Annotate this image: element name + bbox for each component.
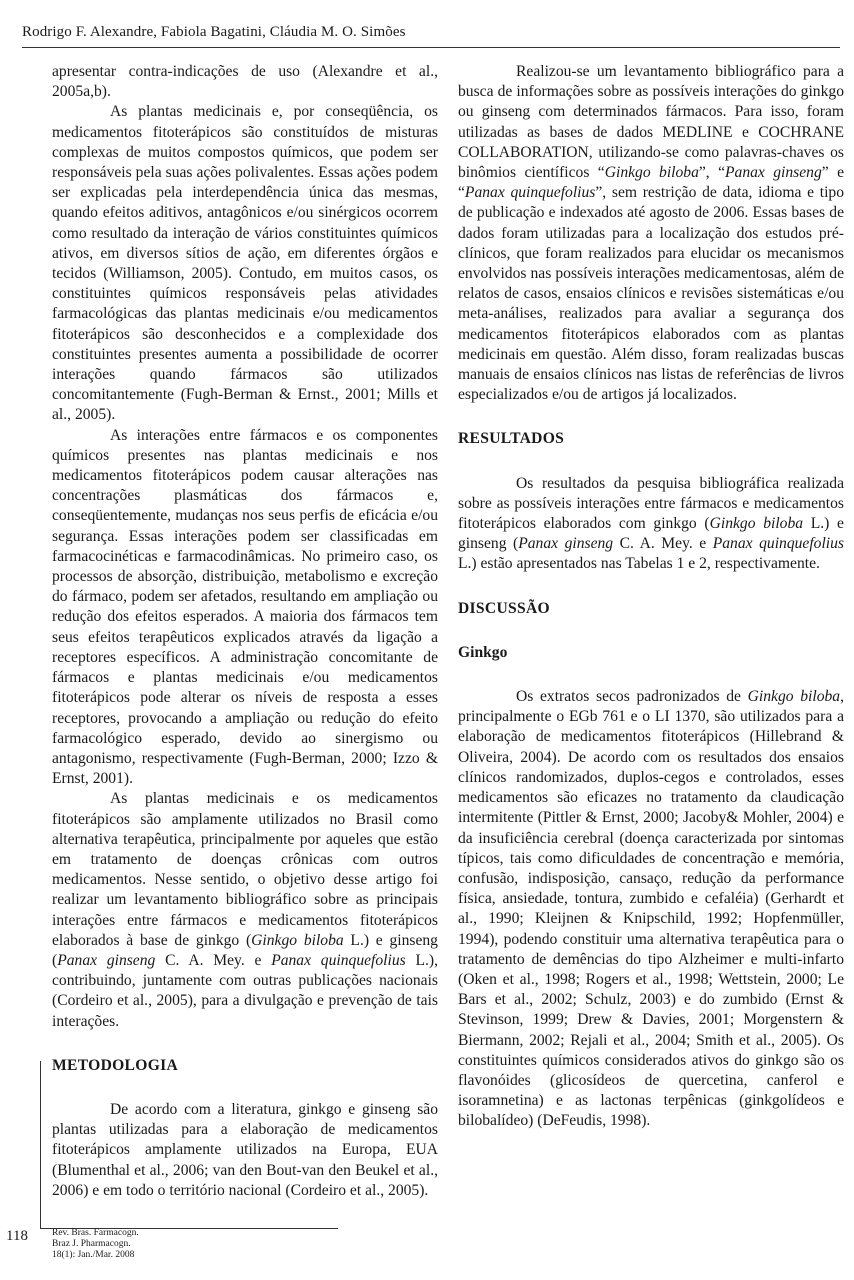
section-heading-discussao: DISCUSSÃO <box>458 599 550 617</box>
right-column <box>458 62 844 1132</box>
paragraph: De acordo com a literatura, ginkgo e ginseng são plantas utilizadas para a elaboração de medicamentos fitoterápicos amplamente utilizados na Europa, EUA (Blumenthal et al., 2006; van den Bout-van den Beukel et al., 2006) e em todo o território nacional (Cordeiro et al., 2005). <box>52 1100 438 1199</box>
journal-citation <box>52 1228 139 1260</box>
journal-line: 18(1): Jan./Mar. 2008 <box>52 1249 135 1260</box>
page-number: 118 <box>6 1228 28 1244</box>
running-header-authors: Rodrigo F. Alexandre, Fabiola Bagatini, Cláudia M. O. Simões <box>22 24 406 40</box>
paragraph: Realizou-se um levantamento bibliográfico para a busca de informações sobre as possíveis interações do ginkgo ou ginseng com determinados fármacos. Para isso, foram utilizadas as bases de dados MEDLINE e COCHRANE COLLABORATION, utilizando-se como palavras-chaves os binômios científicos “Ginkgo biloba”, “Panax ginseng” e “Panax quinquefolius”, sem restrição de data, idioma e tipo de publicação e indexados até agosto de 2006. Essas bases de dados foram utilizadas para a localização dos estudos pré-clínicos, que foram realizados para elucidar os mecanismos envolvidos nas possíveis interações medicamentosas, além de relatos de casos, ensaios clínicos e revisões sistemáticas e/ou meta-análises, realizados para avaliar a segurança dos medicamentos fitoterápicos elaborados com as plantas medicinais em questão. Além disso, foram realizadas buscas manuais de ensaios clínicos nas listas de referências de livros especializados e/ou de artigos já localizados. <box>458 63 845 404</box>
paragraph: As interações entre fármacos e os componentes químicos presentes nas plantas medicinais e nos medicamentos fitoterápicos podem causar alterações nas concentrações plasmáticas dos fármacos e, conseqüentemente, mudanças nos seus perfis de eficácia e/ou segurança. Essas interações podem ser classificadas em farmacocinéticas e farmacodinâmicas. No primeiro caso, os processos de absorção, distribuição, metabolismo e excreção do fármaco, podem ser afetados, resultando em ampliação ou redução dos efeitos esperados. A maioria dos fármacos tem seus efeitos terapêuticos explicados através da ligação a receptores específicos. A administração concomitante de fármacos e plantas medicinais e/ou medicamentos fitoterápicos pode alterar os níveis de resposta a esses receptores, provocando a ampliação ou redução do efeito farmacológico esperado, devido ao sinergismo ou antagonismo, respectivamente (Fugh-Berman, 2000; Izzo & Ernst, 2001). <box>52 426 438 788</box>
header-rule <box>22 47 840 48</box>
journal-line: Braz J. Pharmacogn. <box>52 1238 131 1249</box>
section-heading-resultados: RESULTADOS <box>458 430 565 448</box>
footer-vertical-rule <box>40 1061 41 1229</box>
section-heading-metodologia: METODOLOGIA <box>52 1056 179 1074</box>
paragraph: As plantas medicinais e, por conseqüência, os medicamentos fitoterápicos são constituídos de misturas complexas de muitos compostos químicos, que podem ser responsáveis pela suas ações polivalentes. Essas ações podem ser explicadas pela interdependência única das mesmas, quando efeitos aditivos, antagônicos e/ou sinérgicos ocorrem como resultado da interação de vários constituintes químicos ativos, em diversos sítios de ação, em diferentes órgãos e tecidos (Williamson, 2005). Contudo, em muitos casos, os constituintes químicos responsáveis pelas atividades farmacológicas das plantas medicinais e/ou medicamentos fitoterápicos são desconhecidos e a complexidade dos constituintes presentes aumenta a possibilidade de ocorrer interações quando fármacos são utilizados concomitantemente (Fugh-Berman & Ernst., 2001; Mills et al., 2005). <box>52 103 438 424</box>
paragraph: Os resultados da pesquisa bibliográfica realizada sobre as possíveis interações entre fármacos e medicamentos fitoterápicos elaborados com ginkgo (Ginkgo biloba L.) e ginseng (Panax ginseng C. A. Mey. e Panax quinquefolius L.) estão apresentados nas Tabelas 1 e 2, respectivamente. <box>458 474 844 573</box>
paragraph: Os extratos secos padronizados de Ginkgo biloba, principalmente o EGb 761 e o LI 1370, são utilizados para a elaboração de medicamentos fitoterápicos (Hillebrand & Oliveira, 2004). De acordo com os resultados dos ensaios clínicos randomizados, duplos-cegos e controlados, esses medicamentos são eficazes no tratamento da claudicação intermitente (Pittler & Ernst, 2000; Jacoby& Mohler, 2004) e da insuficiência cerebral (doença caracterizada por sintomas típicos, tais como dificuldades de concentração e memória, confusão, indisposição, cansaço, redução da performance física, ansiedade, tontura, zumbido e cefaléia) (Gerhardt et al., 1990; Kleijnen & Knipschild, 1992; Hopfenmüller, 1994), podendo constituir uma alternativa terapêutica para o tratamento de demências do tipo Alzheimer e multi-infarto (Oken et al., 1998; Rogers et al., 1998; Wettstein, 2000; Le Bars et al., 2002; Schulz, 2003) e do zumbido (Ernst & Stevinson, 1999; Drew & Davies, 2001; Morgenstern & Biermann, 2002; Rejali et al., 2004; Smith et al., 2005). Os constituintes químicos considerados ativos do ginkgo são os flavonóides (glicosídeos de quercetina, canferol e isoramnetina) e as lactonas terpênicas (ginkgolídeos e bilobalídeo) (DeFeudis, 1998). <box>458 688 844 1130</box>
paragraph: apresentar contra-indicações de uso (Alexandre et al., 2005a,b). <box>52 63 438 101</box>
paragraph: As plantas medicinais e os medicamentos fitoterápicos são amplamente utilizados no Brasil como alternativa terapêutica, principalmente por aqueles que estão em tratamento de doenças crônicas com outros medicamentos. Nesse sentido, o objetivo desse artigo foi realizar um levantamento bibliográfico sobre as principais interações entre fármacos e medicamentos fitoterápicos elaborados à base de ginkgo (Ginkgo biloba L.) e ginseng (Panax ginseng C. A. Mey. e Panax quinquefolius L.), contribuindo, juntamente com outras publicações nacionais (Cordeiro et al., 2005), para a divulgação e prevenção de tais interações. <box>52 790 438 1030</box>
subsection-heading-ginkgo: Ginkgo <box>458 643 508 661</box>
journal-line: Rev. Bras. Farmacogn. <box>52 1228 139 1238</box>
left-column <box>52 62 438 1201</box>
